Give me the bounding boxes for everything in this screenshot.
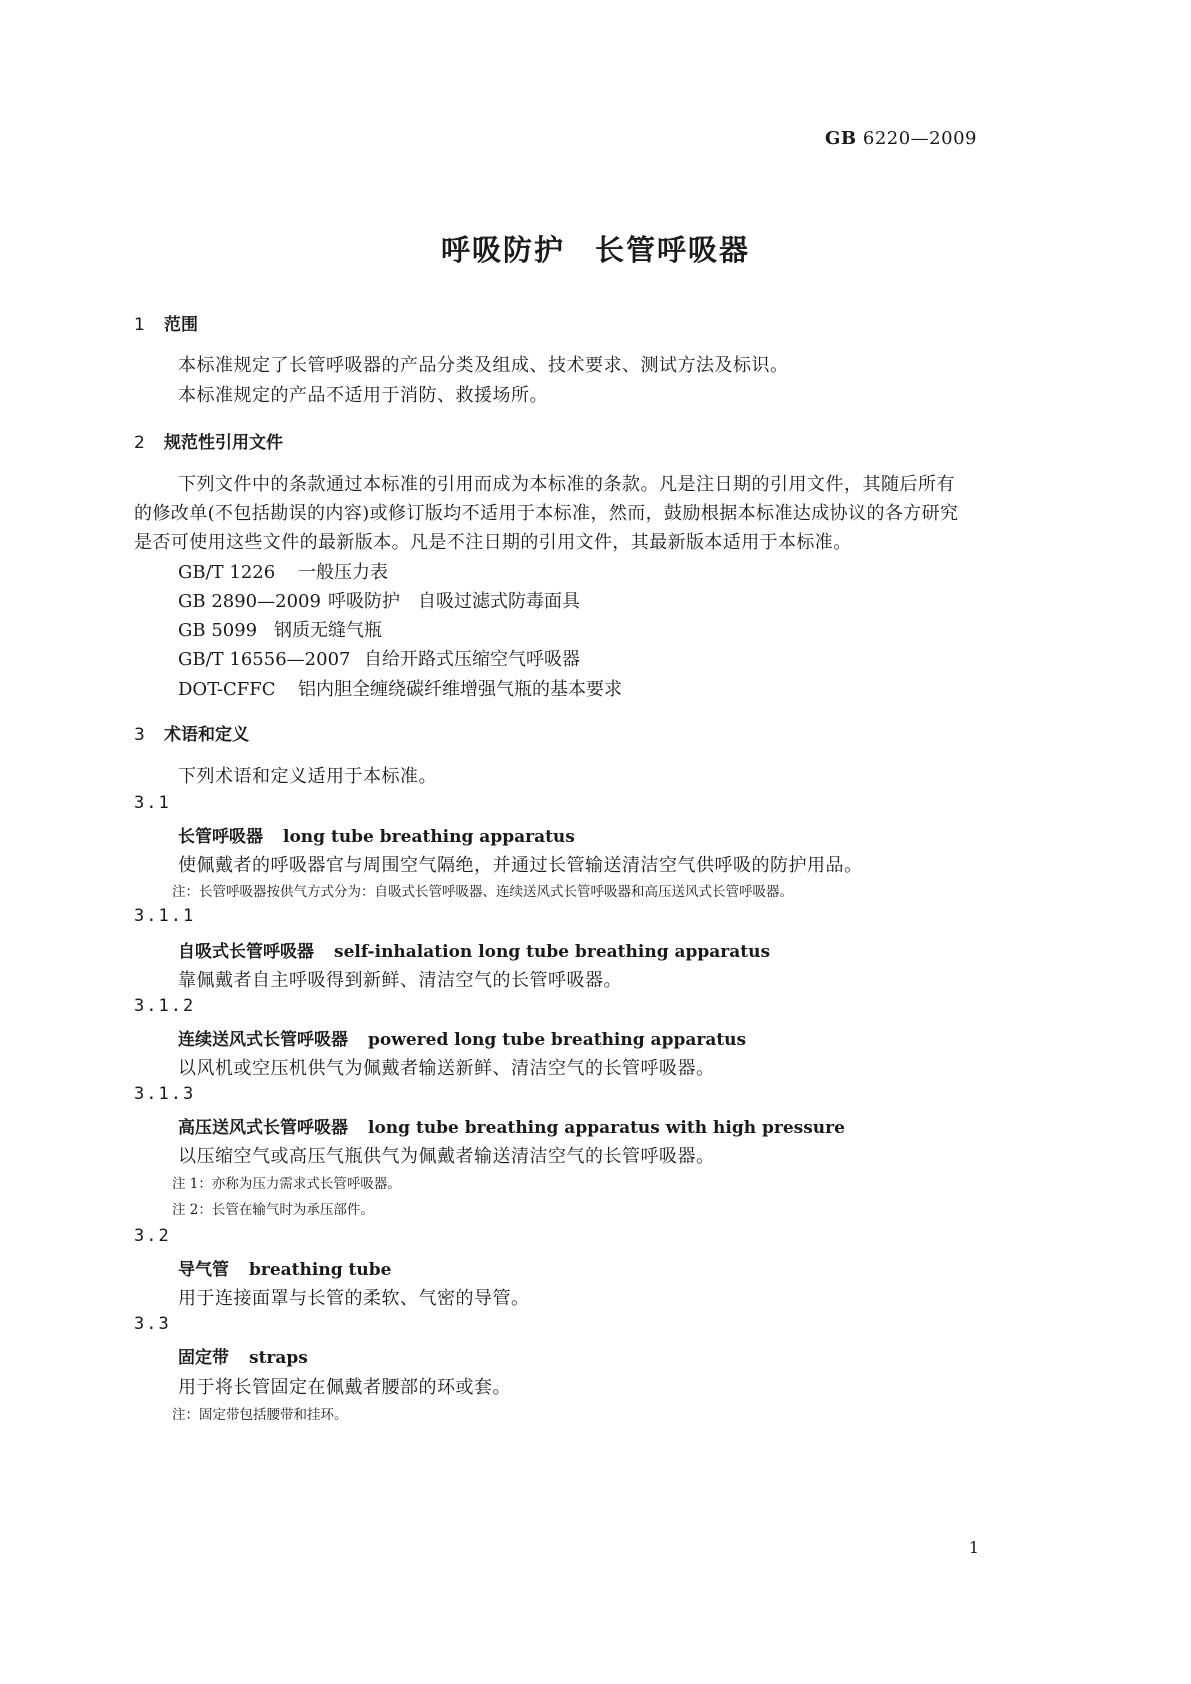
section-3-heading: [134, 720, 249, 745]
section-title: 规范性引用文件: [164, 433, 283, 453]
term-english: self-inhalation long tube breathing apparatus: [334, 942, 771, 962]
term-chinese: 高压送风式长管呼吸器: [178, 1118, 348, 1138]
term-note: 注：固定带包括腰带和挂环。: [172, 1407, 348, 1423]
term-english: long tube breathing apparatus: [283, 827, 575, 847]
term-note: 注 2：长管在输气时为承压部件。: [172, 1202, 374, 1218]
term-chinese: 固定带: [178, 1348, 229, 1368]
term-chinese: 连续送风式长管呼吸器: [178, 1030, 348, 1050]
standard-code-number: 6220—2009: [862, 128, 977, 149]
sec2-paragraph-line-1: 下列文件中的条款通过本标准的引用而成为本标准的条款。凡是注日期的引用文件，其随后所有: [178, 474, 955, 495]
reference-name: 铝内胆全缠绕碳纤维增强气瓶的基本要求: [298, 679, 622, 700]
standard-code-prefix: GB: [825, 128, 857, 149]
reference-item: [178, 645, 580, 671]
term-line: [178, 1343, 308, 1368]
title-part1: 呼吸防护: [440, 233, 565, 267]
clause-number: 3.1: [134, 793, 171, 813]
standard-code: [825, 128, 977, 149]
section-1-heading: [134, 310, 198, 335]
term-line: [178, 822, 575, 847]
section-title: 范围: [164, 315, 198, 335]
term-line: [178, 1255, 391, 1280]
reference-item: [178, 616, 382, 642]
term-line: [178, 937, 770, 962]
title-part2: 长管呼吸器: [595, 233, 751, 267]
reference-code: GB 5099: [178, 620, 258, 641]
sec2-paragraph-line-2: 的修改单(不包括勘误的内容)或修订版均不适用于本标准，然而，鼓励根据本标准达成协议的各方研究: [134, 503, 959, 524]
term-english: long tube breathing apparatus with high pressure: [368, 1118, 845, 1138]
section-2-heading: [134, 428, 283, 453]
sec1-paragraph-1: 本标准规定了长管呼吸器的产品分类及组成、技术要求、测试方法及标识。: [178, 355, 789, 376]
term-line: [178, 1113, 845, 1138]
sec2-paragraph-line-3: 是否可使用这些文件的最新版本。凡是不注日期的引用文件，其最新版本适用于本标准。: [134, 532, 852, 553]
section-title: 术语和定义: [164, 725, 249, 745]
section-number: 3: [134, 725, 145, 745]
page-number: 1: [968, 1538, 979, 1557]
reference-name: 呼吸防护 自吸过滤式防毒面具: [328, 591, 580, 612]
term-line: [178, 1025, 746, 1050]
term-english: powered long tube breathing apparatus: [368, 1030, 747, 1050]
reference-name: 钢质无缝气瓶: [274, 620, 382, 641]
sec1-paragraph-2: 本标准规定的产品不适用于消防、救援场所。: [178, 385, 548, 406]
term-definition: 用于连接面罩与长管的柔软、气密的导管。: [178, 1288, 530, 1309]
term-definition: 靠佩戴者自主呼吸得到新鲜、清洁空气的长管呼吸器。: [178, 970, 622, 991]
reference-item: [178, 675, 622, 701]
sec3-intro: 下列术语和定义适用于本标准。: [178, 766, 437, 787]
reference-code: GB/T 1226: [178, 562, 276, 583]
term-english: straps: [249, 1348, 308, 1368]
term-note: 注 1：亦称为压力需求式长管呼吸器。: [172, 1176, 401, 1192]
term-chinese: 长管呼吸器: [178, 827, 263, 847]
term-chinese: 自吸式长管呼吸器: [178, 942, 314, 962]
term-chinese: 导气管: [178, 1260, 229, 1280]
reference-code: DOT-CFFC: [178, 679, 276, 700]
reference-code: GB/T 16556—2007: [178, 649, 351, 670]
term-definition: 以风机或空压机供气为佩戴者输送新鲜、清洁空气的长管呼吸器。: [178, 1058, 715, 1079]
clause-number: 3.2: [134, 1226, 171, 1246]
reference-item: [178, 587, 580, 613]
section-number: 2: [134, 433, 145, 453]
reference-name: 一般压力表: [298, 562, 388, 583]
section-number: 1: [134, 315, 145, 335]
clause-number: 3.1.3: [134, 1084, 196, 1104]
clause-number: 3.3: [134, 1314, 171, 1334]
term-definition: 以压缩空气或高压气瓶供气为佩戴者输送清洁空气的长管呼吸器。: [178, 1146, 715, 1167]
term-definition: 使佩戴者的呼吸器官与周围空气隔绝，并通过长管输送清洁空气供呼吸的防护用品。: [178, 855, 863, 876]
reference-code: GB 2890—2009: [178, 591, 321, 612]
reference-name: 自给开路式压缩空气呼吸器: [364, 649, 580, 670]
term-english: breathing tube: [249, 1260, 392, 1280]
term-note: 注：长管呼吸器按供气方式分为：自吸式长管呼吸器、连续送风式长管呼吸器和高压送风式长管呼吸器。: [172, 884, 793, 900]
clause-number: 3.1.2: [134, 996, 196, 1016]
term-definition: 用于将长管固定在佩戴者腰部的环或套。: [178, 1377, 511, 1398]
reference-item: [178, 558, 388, 584]
clause-number: 3.1.1: [134, 906, 196, 926]
document-title: [0, 228, 1191, 269]
